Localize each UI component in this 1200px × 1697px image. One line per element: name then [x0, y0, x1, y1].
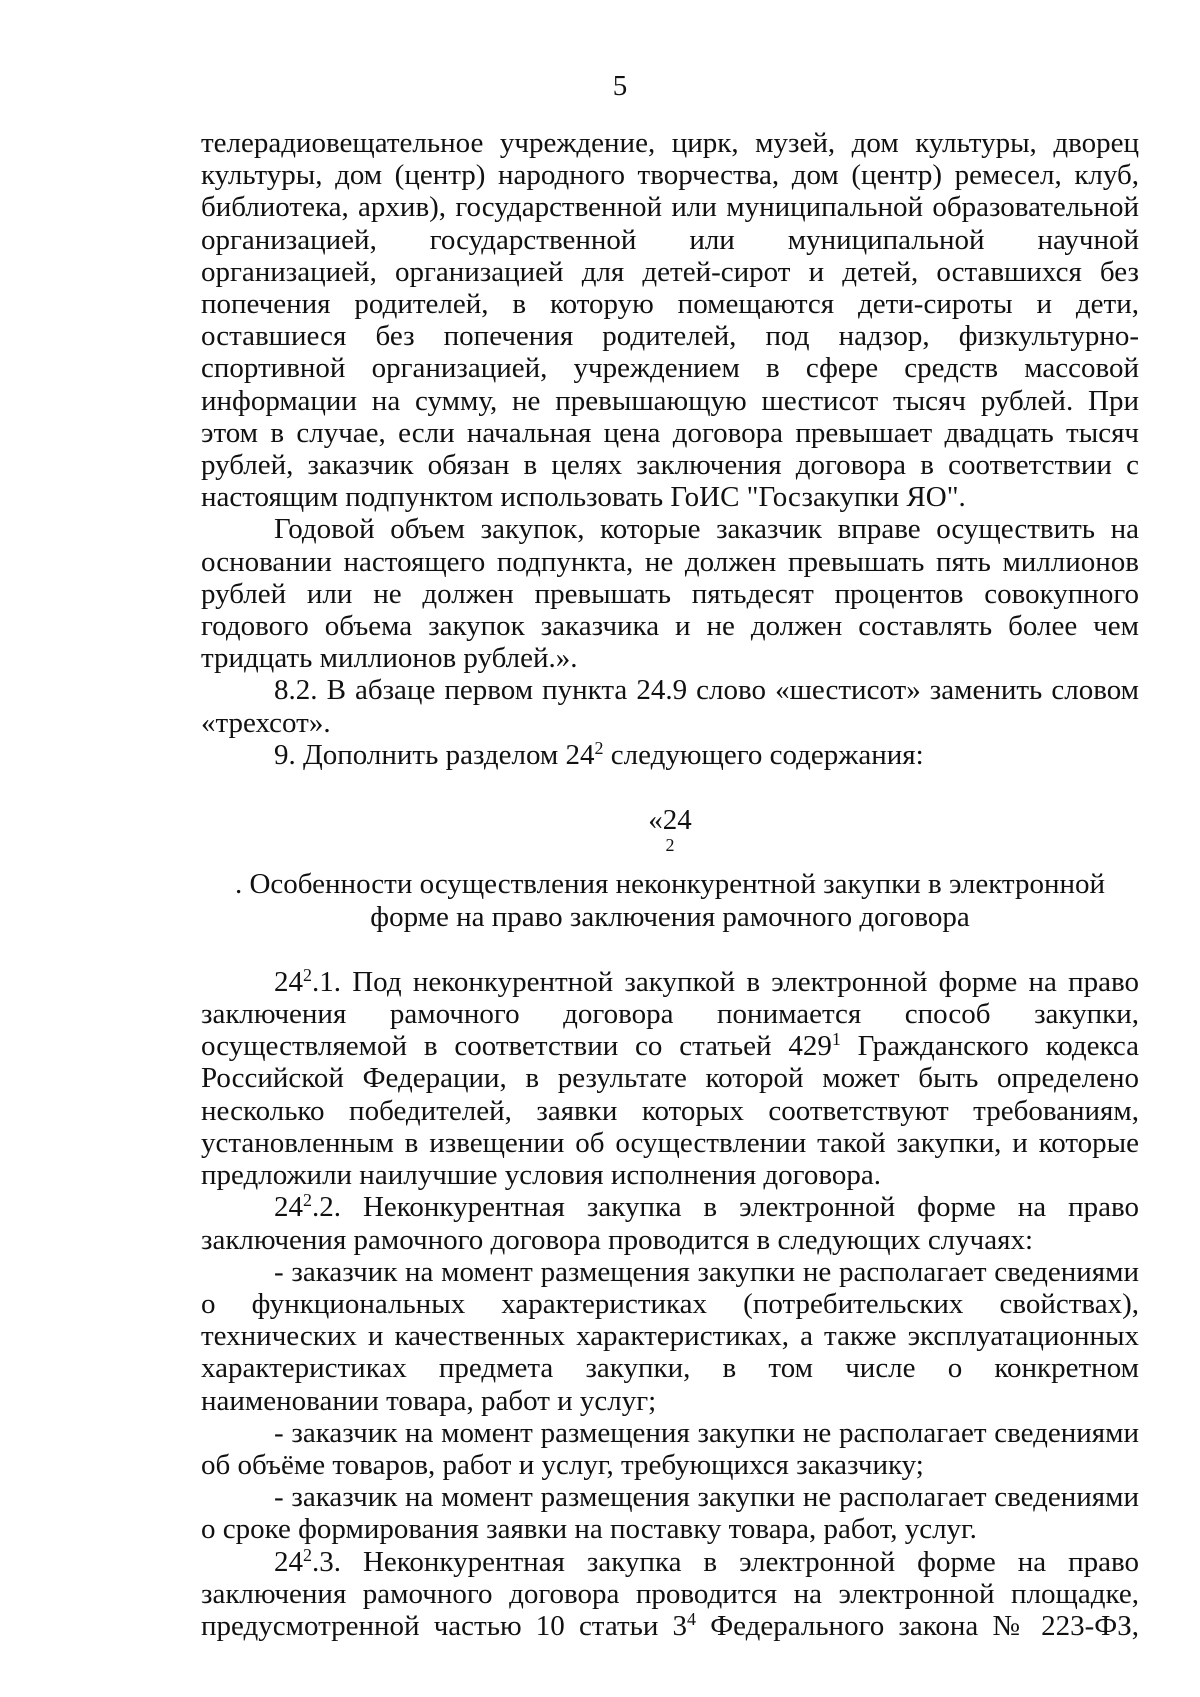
s2-superscript: 2 — [303, 1190, 312, 1211]
paragraph-24-2-3 — [201, 1546, 1139, 1643]
s1-text-a: .1. Под неконкурентной закупкой в электронной форме на право заключения рамочного договора понимается способ закупки, осуществляемой в соответствии со статьей 429 — [201, 965, 1139, 1063]
heading-text-b: . Особенности осуществления неконкурентной закупки в электронной — [234, 868, 1106, 901]
bullet-item-term: - заказчик на момент размещения закупки не располагает сведениями о сроке формирования заявки на поставку товара, работ, услуг. — [201, 1481, 1139, 1546]
s1-superscript-article: 1 — [831, 1029, 841, 1050]
s3-superscript-article: 4 — [687, 1609, 697, 1630]
s3-text-b: Федерального закона № 223-ФЗ, — [696, 1609, 1139, 1642]
page-number: 5 — [612, 70, 628, 102]
paragraph-annual-volume: Годовой объем закупок, которые заказчик вправе осуществить на основании настоящего подпункта, не должен превышать пять миллионов рублей или не должен превышать пятьдесят процентов совокупного годового объема закупок заказчика и не должен составлять более чем тридцать миллионов рублей.». — [201, 513, 1139, 675]
s1-superscript: 2 — [303, 965, 312, 985]
s3-num: 24 — [274, 1545, 303, 1578]
heading-superscript: 2 — [665, 835, 675, 856]
section-heading-line-1 — [205, 804, 1135, 901]
paragraph-24-2-1 — [201, 966, 1139, 1191]
document-body — [201, 127, 1139, 1642]
p9-text-a: 9. Дополнить разделом 24 — [274, 738, 595, 771]
heading-text-a: «24 — [648, 804, 692, 837]
s1-num: 24 — [274, 965, 303, 998]
paragraph-continuation: телерадиовещательное учреждение, цирк, музей, дом культуры, дворец культуры, дом (центр) народного творчества, дом (центр) ремесел, клуб, библиотека, архив), государственной или муниципальной образовательной организацией, государственной или муниципальной научной организацией, организацией для детей-сирот и детей, оставшихся без попечения родителей, в которую помещаются дети-сироты и дети, оставшиеся без попечения родителей, под надзор, физкультурно-спортивной организацией, учреждением в сфере средств массовой информации на сумму, не превышающую шестисот тысяч рублей. При этом в случае, если начальная цена договора превышает двадцать тысяч рублей, заказчик обязан в целях заключения договора в соответствии с настоящим подпунктом использовать ГоИС "Госзакупки ЯО". — [201, 127, 1139, 514]
paragraph-9 — [201, 739, 1139, 771]
s3-text-a: .3. Неконкурентная закупка в электронной форме на право заключения рамочного договора проводится на электронной площадке, предусмотренной частью 10 статьи 3 — [201, 1545, 1139, 1642]
section-heading-line-2: форме на право заключения рамочного договора — [370, 900, 970, 933]
s3-superscript: 2 — [303, 1544, 312, 1565]
s2-text: .2. Неконкурентная закупка в электронной форме на право заключения рамочного договора проводится в следующих случаях: — [201, 1191, 1139, 1256]
s1-text-b: Гражданского кодекса Российской Федерации, в результате которой может быть определено несколько победителей, заявки которых соответствуют требованиям, установленным в извещении об осуществлении такой закупки, и которые предложили наилучшие условия исполнения договора. — [201, 1030, 1139, 1192]
p9-superscript: 2 — [594, 737, 604, 758]
paragraph-8-2: 8.2. В абзаце первом пункта 24.9 слово «шестисот» заменить словом «трехсот». — [201, 674, 1139, 739]
section-heading — [201, 804, 1139, 933]
bullet-item-characteristics: - заказчик на момент размещения закупки не располагает сведениями о функциональных характеристиках (потребительских свойствах), технических и качественных характеристиках, а также эксплуатационных характеристиках предмета закупки, в том числе о конкретном наименовании товара, работ и услуг; — [201, 1255, 1139, 1417]
s2-num: 24 — [274, 1191, 303, 1224]
bullet-item-volume: - заказчик на момент размещения закупки не располагает сведениями об объёме товаров, работ и услуг, требующихся заказчику; — [201, 1416, 1139, 1481]
p9-text-b: следующего содержания: — [603, 738, 924, 771]
paragraph-24-2-2 — [201, 1191, 1139, 1255]
